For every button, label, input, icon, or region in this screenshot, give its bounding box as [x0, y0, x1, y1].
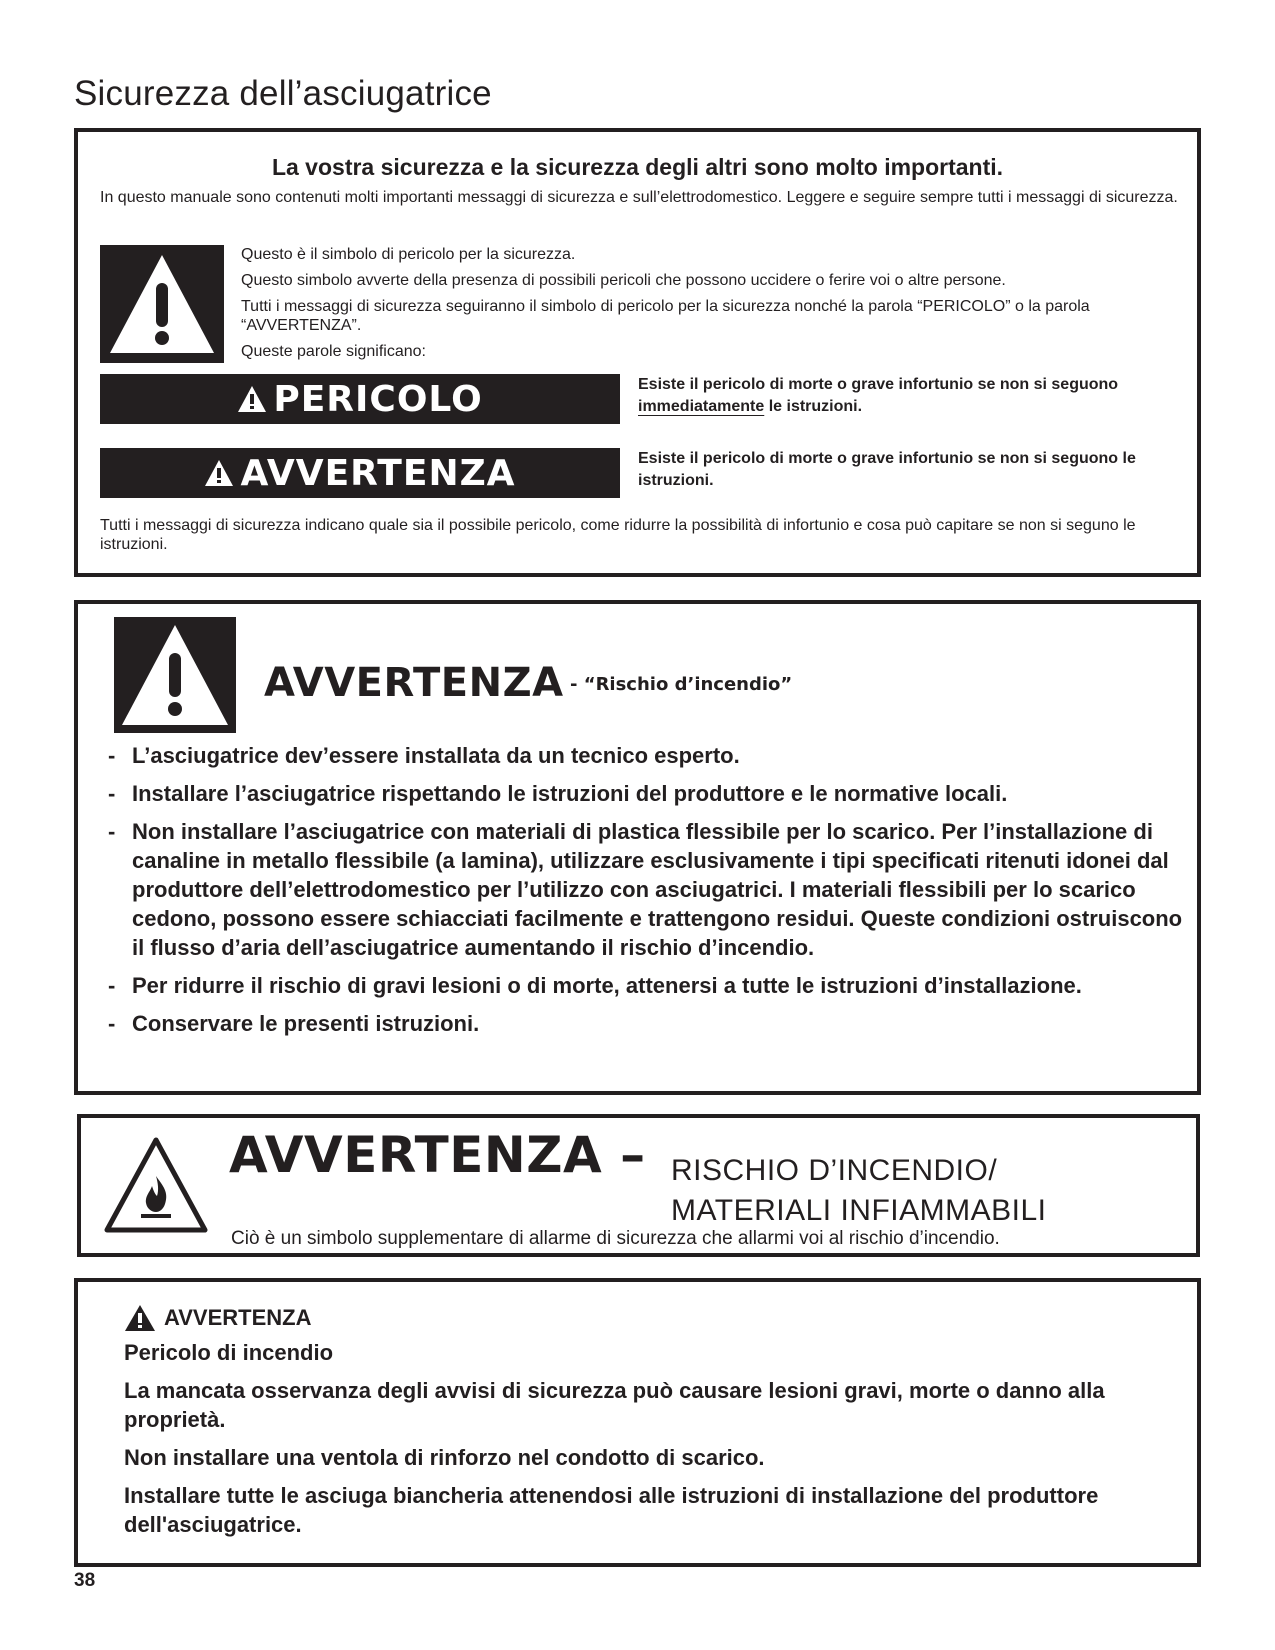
warning-line: Installare tutte le asciuga biancheria attenendosi alle istruzioni di installazione del produttore dell'asciugatrice.: [124, 1483, 1099, 1537]
alert-triangle-icon: [204, 459, 234, 487]
flammable-subtitle-line1: RISCHIO D’INCENDIO/: [671, 1154, 998, 1187]
safety-info-box: [74, 128, 1201, 577]
fire-warning-list: [108, 741, 1188, 1047]
page-number: 38: [74, 1570, 96, 1591]
alert-triangle-icon: [124, 1304, 156, 1332]
warning-banner: [100, 448, 620, 498]
fan-warning-box: [74, 1278, 1201, 1567]
flammable-subtitle-line2: MATERIALI INFIAMMABILI: [671, 1194, 1047, 1227]
symbol-line: Tutti i messaggi di sicurezza seguiranno il simbolo di pericolo per la sicurezza nonché la parola “PERICOLO” o la parola “AVVERTENZA”.: [241, 298, 1090, 334]
list-item: - Installare l’asciugatrice rispettando le istruzioni del produttore e le normative locali.: [108, 781, 1008, 806]
flammable-box: [77, 1114, 1200, 1257]
flammable-note: Ciò è un simbolo supplementare di allarme di sicurezza che allarmi voi al rischio d’incendio.: [231, 1228, 1000, 1249]
warning-triangle-icon: [114, 617, 236, 733]
danger-banner: [100, 374, 620, 424]
warning-triangle-icon: [100, 245, 224, 363]
list-item: - Per ridurre il rischio di gravi lesioni o di morte, attenersi a tutte le istruzioni d’installazione.: [108, 973, 1082, 998]
list-item: - Non installare l’asciugatrice con materiali di plastica flessibile per lo scarico. Per l’installazione di canaline in metallo flessibile (a lamina), utilizzare esclusivamente i tipi specificati ritenuti idonei dal produttore dell’elettrodomestico per l’utilizzo con asciugatrici. I materiali flessibili per lo scarico cedono, possono essere schiacciati facilmente e trattengono residui. Queste condizioni ostruiscono il flusso d’aria dell’asciugatrice aumentando il rischio d’incendio.: [108, 819, 1183, 960]
alert-triangle-icon: [237, 385, 267, 413]
page-title: Sicurezza dell’asciugatrice: [74, 74, 492, 113]
warning-description: Esiste il pericolo di morte o grave infortunio se non si seguono le istruzioni.: [638, 450, 1136, 489]
fire-warning-title: AVVERTENZA: [264, 660, 564, 706]
list-item: - Conservare le presenti istruzioni.: [108, 1011, 480, 1036]
danger-label: PERICOLO: [273, 378, 483, 420]
fire-warning-subtitle: - “Rischio d’incendio”: [570, 674, 793, 695]
symbol-line: Questo è il simbolo di pericolo per la sicurezza.: [241, 246, 576, 263]
flammable-title: AVVERTENZA –: [229, 1126, 646, 1184]
warning-label: AVVERTENZA: [240, 452, 516, 494]
list-item: - L’asciugatrice dev’essere installata da un tecnico esperto.: [108, 743, 740, 768]
warning-line: Non installare una ventola di rinforzo nel condotto di scarico.: [124, 1445, 765, 1470]
warning-line: La mancata osservanza degli avvisi di sicurezza può causare lesioni gravi, morte o danno alla proprietà.: [124, 1378, 1105, 1432]
safety-intro: In questo manuale sono contenuti molti importanti messaggi di sicurezza e sull’elettrodomestico. Leggere e seguire sempre tutti i messaggi di sicurezza.: [100, 189, 1178, 206]
safety-footer: Tutti i messaggi di sicurezza indicano quale sia il possibile pericolo, come ridurre la possibilità di infortunio e cosa può capitare se non si seguno le istruzioni.: [100, 517, 1136, 553]
symbol-line: Questo simbolo avverte della presenza di possibili pericoli che possono uccidere o ferire voi o altre persone.: [241, 272, 1006, 289]
symbol-line: Queste parole significano:: [241, 343, 426, 360]
fan-warning-head: AVVERTENZA: [124, 1304, 312, 1332]
fan-warning-lines: [124, 1338, 1144, 1548]
safety-heading: La vostra sicurezza e la sicurezza degli altri sono molto importanti.: [271, 154, 1004, 180]
emphasis-word: immediatamente: [638, 398, 765, 415]
danger-description: Esiste il pericolo di morte o grave infortunio se non si seguono immediatamente le istruzioni.: [638, 376, 1119, 415]
warning-line: Pericolo di incendio: [124, 1340, 334, 1365]
symbol-explanation: [241, 245, 1171, 368]
flame-triangle-icon: [103, 1136, 209, 1234]
fire-risk-box: [74, 600, 1201, 1095]
